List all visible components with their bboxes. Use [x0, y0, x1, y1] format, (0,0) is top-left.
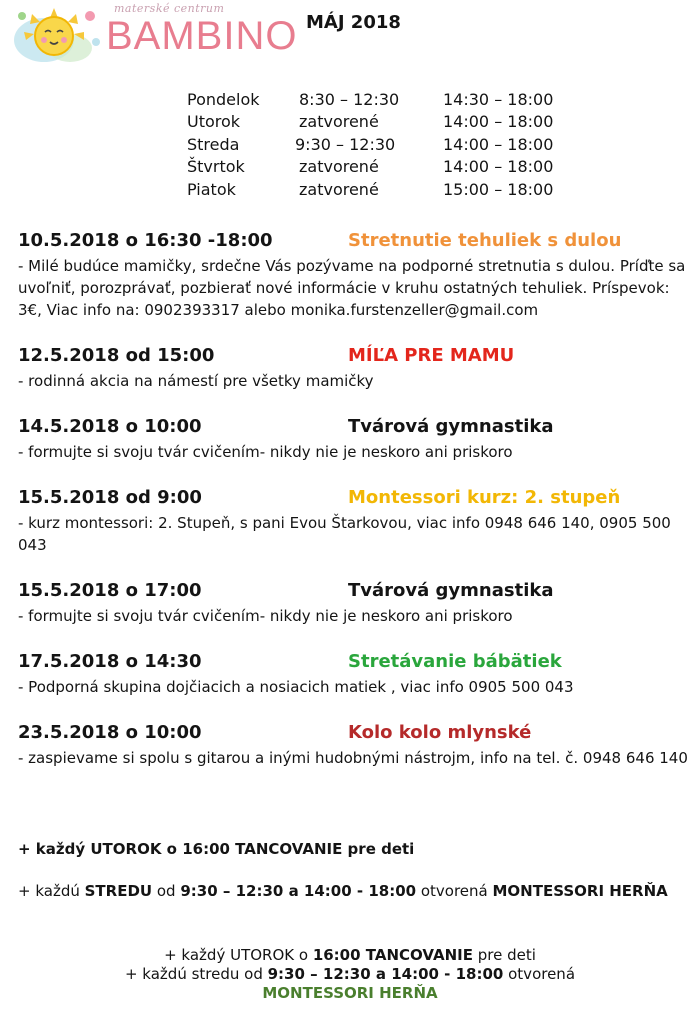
- page-title: MÁJ 2018: [306, 12, 401, 33]
- event-title: MÍĽA PRE MAMU: [348, 345, 515, 366]
- event-header: [18, 651, 688, 675]
- event-description: - rodinná akcia na námestí pre všetky mamičky: [18, 372, 374, 390]
- event-header: [18, 487, 688, 511]
- event-item: [18, 651, 688, 698]
- hours-day: Piatok: [187, 179, 236, 199]
- event-title: Tvárová gymnastika: [348, 580, 554, 601]
- note-place: MONTESSORI HERŇA: [492, 882, 668, 900]
- event-title: Tvárová gymnastika: [348, 416, 554, 437]
- event-item: [18, 345, 688, 392]
- hours-morning: zatvorené: [299, 179, 379, 199]
- event-date: 17.5.2018 o 14:30: [18, 651, 202, 672]
- hours-day: Utorok: [187, 112, 241, 132]
- event-title: Stretnutie tehuliek s dulou: [348, 230, 622, 251]
- event-description: - zaspievame si spolu s gitarou a inými hudobnými nástrojm, info na tel. č. 0948 646 140: [18, 749, 688, 767]
- event-item: [18, 416, 688, 463]
- event-title: Montessori kurz: 2. stupeň: [348, 487, 621, 508]
- event-header: [18, 416, 688, 440]
- note-text: + každú: [18, 882, 85, 900]
- event-item: [18, 230, 688, 321]
- note-text: otvorená: [416, 882, 493, 900]
- event-date: 14.5.2018 o 10:00: [18, 416, 202, 437]
- event-date: 23.5.2018 o 10:00: [18, 722, 202, 743]
- hours-day: Štvrtok: [187, 157, 245, 177]
- event-header: [18, 345, 688, 369]
- event-list: [18, 230, 688, 793]
- hours-morning: 9:30 – 12:30: [295, 134, 396, 154]
- hours-day: Pondelok: [187, 90, 260, 109]
- footer-text: pre deti: [472, 946, 536, 964]
- footer-line: [0, 965, 700, 984]
- footer-text: + každú stredu od: [124, 965, 268, 983]
- event-date: 15.5.2018 od 9:00: [18, 487, 202, 508]
- logo-subtitle: materské centrum: [114, 2, 225, 15]
- event-title: Kolo kolo mlynské: [348, 722, 532, 743]
- footer-text: otvorená: [503, 965, 576, 983]
- footer-bold: 9:30 – 12:30 a 14:00 - 18:00: [267, 965, 504, 983]
- event-item: [18, 580, 688, 627]
- sun-mascot-icon: [10, 2, 106, 66]
- event-description: - kurz montessori: 2. Stupeň, s pani Evou Štarkovou, viac info 0948 646 140, 0905 500 043: [18, 514, 671, 554]
- event-description: - Podporná skupina dojčiacich a nosiacich matiek , viac info 0905 500 043: [18, 678, 574, 696]
- footer-place: MONTESSORI HERŇA: [262, 984, 438, 1002]
- event-date: 12.5.2018 od 15:00: [18, 345, 215, 366]
- footer-bold: 16:00 TANCOVANIE: [312, 946, 473, 964]
- footer-text: + každý UTOROK o: [164, 946, 313, 964]
- note-time: 9:30 – 12:30 a 14:00 - 18:00: [180, 882, 417, 900]
- wednesday-note: [18, 880, 688, 902]
- event-description: - Milé budúce mamičky, srdečne Vás pozývame na podporné stretnutia s dulou. Príďte sa uvoľniť, porozprávať, pozbierať nové informácie v kruhu ostatných tehuliek. Príspevok: 3€, Viac info na: 0902393317 alebo monika.furstenzeller@gmail.com: [18, 257, 686, 319]
- logo-name: BAMBINO: [106, 14, 298, 58]
- event-item: [18, 487, 688, 556]
- event-header: [18, 722, 688, 746]
- hours-morning: zatvorené: [299, 112, 379, 132]
- hours-afternoon: 15:00 – 18:00: [443, 179, 554, 199]
- event-description: - formujte si svoju tvár cvičením- nikdy nie je neskoro ani priskoro: [18, 607, 513, 625]
- hours-morning: 8:30 – 12:30: [299, 90, 400, 109]
- tuesday-note: + každý UTOROK o 16:00 TANCOVANIE pre deti: [18, 840, 415, 858]
- note-day: STREDU: [84, 882, 153, 900]
- note-text: od: [152, 882, 181, 900]
- event-date: 15.5.2018 o 17:00: [18, 580, 202, 601]
- hours-day: Streda: [187, 134, 240, 154]
- hours-afternoon: 14:00 – 18:00: [443, 134, 554, 154]
- footer-line: [0, 946, 700, 965]
- event-description: - formujte si svoju tvár cvičením- nikdy nie je neskoro ani priskoro: [18, 443, 513, 461]
- hours-afternoon: 14:00 – 18:00: [443, 112, 554, 132]
- hours-morning: zatvorené: [299, 157, 379, 177]
- event-title: Stretávanie bábätiek: [348, 651, 562, 672]
- footer-summary: [0, 946, 700, 1003]
- bambino-logo: [10, 2, 298, 66]
- event-date: 10.5.2018 o 16:30 -18:00: [18, 230, 273, 251]
- hours-afternoon: 14:00 – 18:00: [443, 157, 554, 177]
- event-item: [18, 722, 688, 769]
- event-header: [18, 230, 688, 254]
- recurring-notes: [18, 838, 688, 902]
- event-header: [18, 580, 688, 604]
- hours-afternoon: 14:30 – 18:00: [443, 90, 554, 109]
